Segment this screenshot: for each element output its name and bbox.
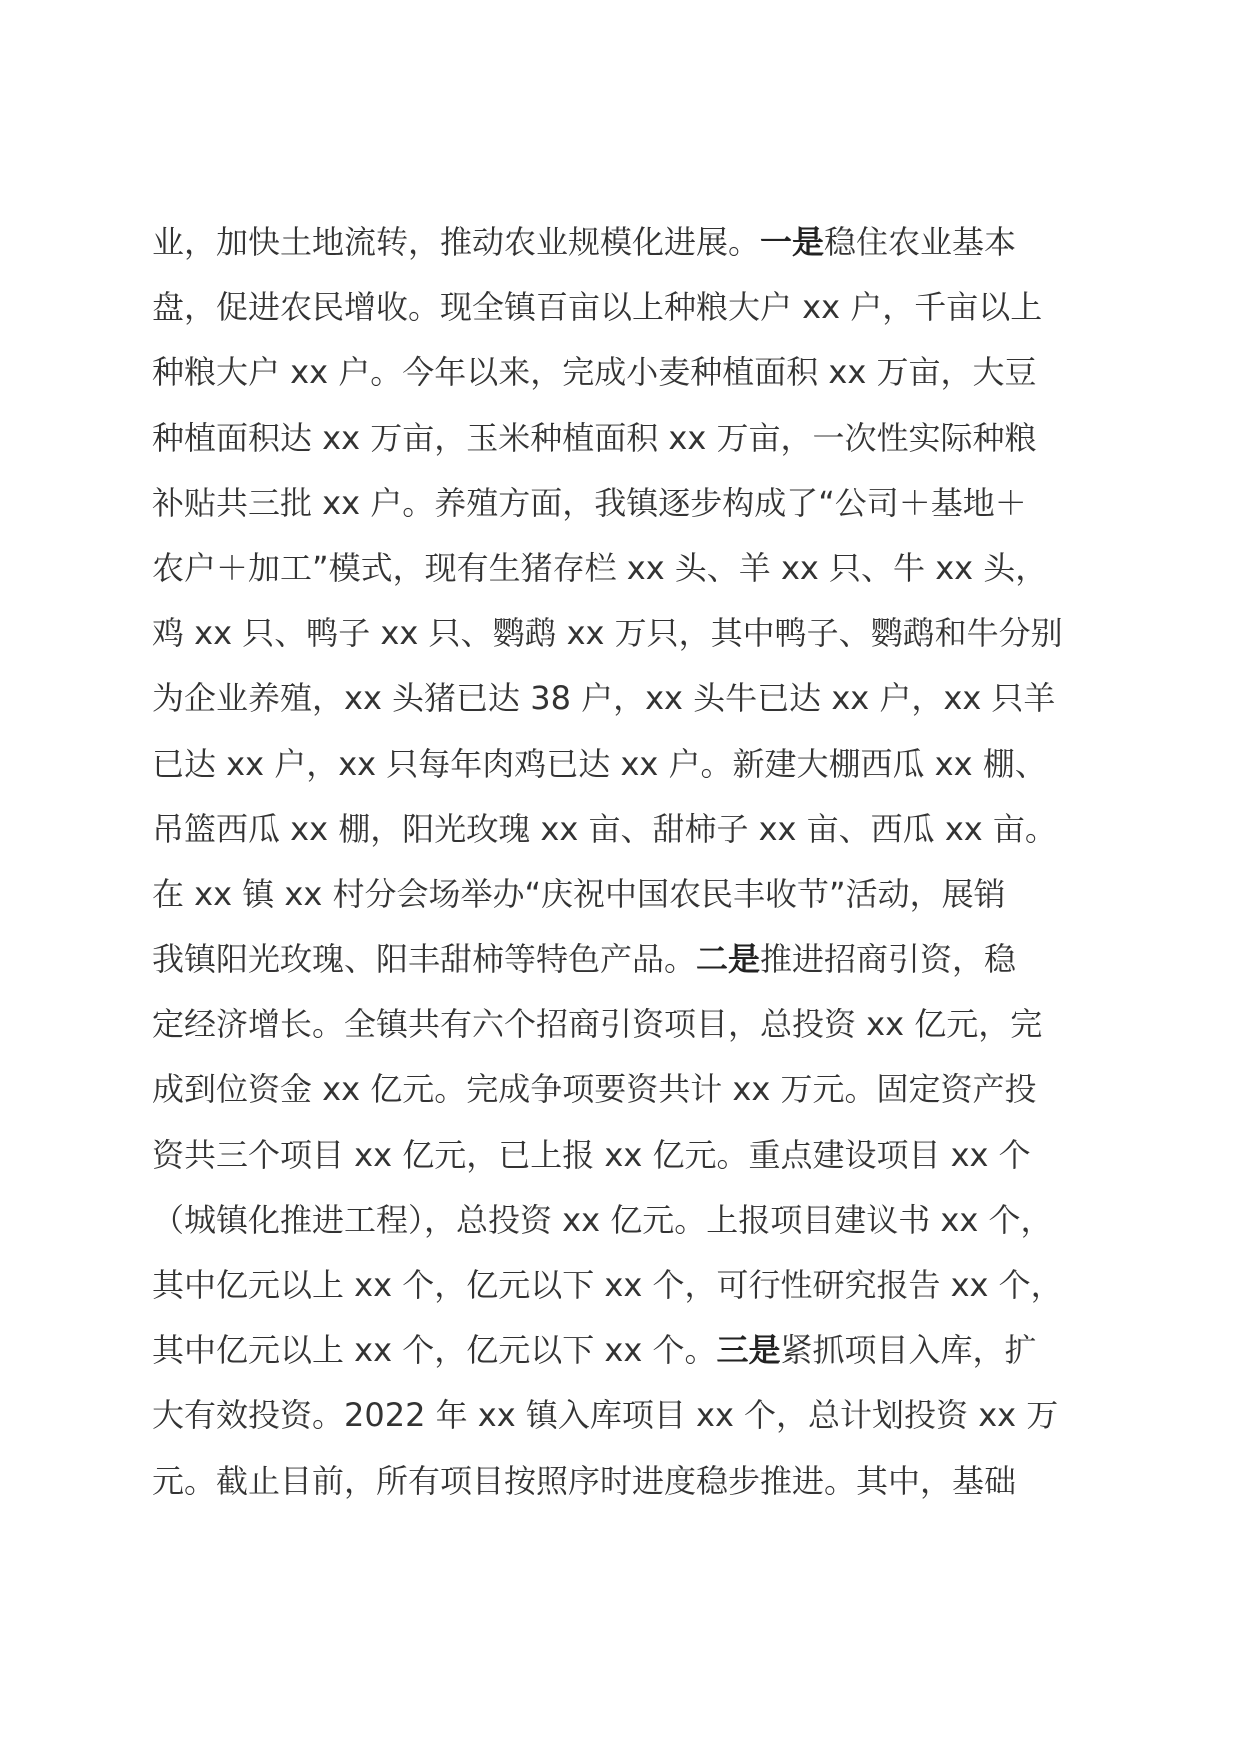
text-line [152, 406, 1082, 471]
text-line [152, 1253, 1082, 1318]
text-run: 定经济增长。全镇共有六个招商引资项目，总投资 xx 亿元，完 [152, 1005, 1043, 1044]
text-run: 业，加快土地流转，推动农业规模化进展。 [152, 223, 761, 261]
text-run: 元。截止目前，所有项目按照序时进度稳步推进。其中，基础 [152, 1461, 1017, 1500]
text-line [152, 797, 1082, 862]
text-run: 在 xx 镇 xx 村分会场举办“庆祝中国农民丰收节”活动，展销 [152, 874, 1006, 913]
emphasis-label: 三是 [716, 1331, 781, 1370]
text-run: 吊篮西瓜 xx 棚，阳光玫瑰 xx 亩、甜柿子 xx 亩、西瓜 xx 亩。 [152, 809, 1057, 848]
body-paragraph [152, 210, 1082, 1514]
text-line [152, 536, 1082, 601]
text-line [152, 862, 1082, 927]
text-run: （城镇化推进工程），总投资 xx 亿元。上报项目建议书 xx 个， [152, 1200, 1053, 1239]
emphasis-label: 一是 [760, 223, 825, 261]
text-run: 成到位资金 xx 亿元。完成争项要资共计 xx 万元。固定资产投 [152, 1070, 1037, 1109]
text-run: 鸡 xx 只、鸭子 xx 只、鹦鹉 xx 万只，其中鸭子、鹦鹉和牛分别 [152, 614, 1063, 653]
emphasis-label: 二是 [696, 940, 761, 979]
text-line [152, 666, 1082, 731]
text-run: 资共三个项目 xx 亿元，已上报 xx 亿元。重点建设项目 xx 个 [152, 1135, 1031, 1174]
text-line [152, 1449, 1082, 1514]
text-line [152, 732, 1082, 797]
text-line [152, 471, 1082, 536]
text-run: 推进招商引资，稳 [760, 940, 1017, 979]
text-run: 已达 xx 户，xx 只每年肉鸡已达 xx 户。新建大棚西瓜 xx 棚、 [152, 744, 1047, 783]
text-line [152, 1057, 1082, 1122]
text-run: 为企业养殖，xx 头猪已达 38 户，xx 头牛已达 xx 户，xx 只羊 [152, 679, 1056, 718]
text-run: 种粮大户 xx 户。今年以来，完成小麦种植面积 xx 万亩，大豆 [152, 353, 1037, 392]
text-run: 其中亿元以上 xx 个，亿元以下 xx 个，可行性研究报告 xx 个， [152, 1266, 1063, 1304]
text-run: 我镇阳光玫瑰、阳丰甜柿等特色产品。 [152, 940, 697, 979]
text-line [152, 927, 1082, 992]
text-run: 补贴共三批 xx 户。养殖方面，我镇逐步构成了“公司＋基地＋ [152, 483, 1027, 522]
text-run: 种植面积达 xx 万亩，玉米种植面积 xx 万亩，一次性实际种粮 [152, 418, 1037, 457]
text-line [152, 992, 1082, 1057]
text-line [152, 1318, 1082, 1383]
text-run: 农户＋加工”模式，现有生猪存栏 xx 头、羊 xx 只、牛 xx 头， [152, 548, 1048, 587]
text-line [152, 1123, 1082, 1188]
text-run: 其中亿元以上 xx 个，亿元以下 xx 个。 [152, 1331, 717, 1370]
text-run: 紧抓项目入库，扩 [780, 1331, 1037, 1370]
text-line [152, 1188, 1082, 1253]
text-run: 盘，促进农民增收。现全镇百亩以上种粮大户 xx 户，千亩以上 [152, 288, 1043, 327]
text-run: 稳住农业基本 [824, 223, 1017, 261]
text-run: 大有效投资。2022 年 xx 镇入库项目 xx 个，总计划投资 xx 万 [152, 1396, 1059, 1435]
text-line [152, 210, 1082, 275]
text-line [152, 1383, 1082, 1448]
text-line [152, 601, 1082, 666]
text-line [152, 340, 1082, 405]
text-line [152, 275, 1082, 340]
